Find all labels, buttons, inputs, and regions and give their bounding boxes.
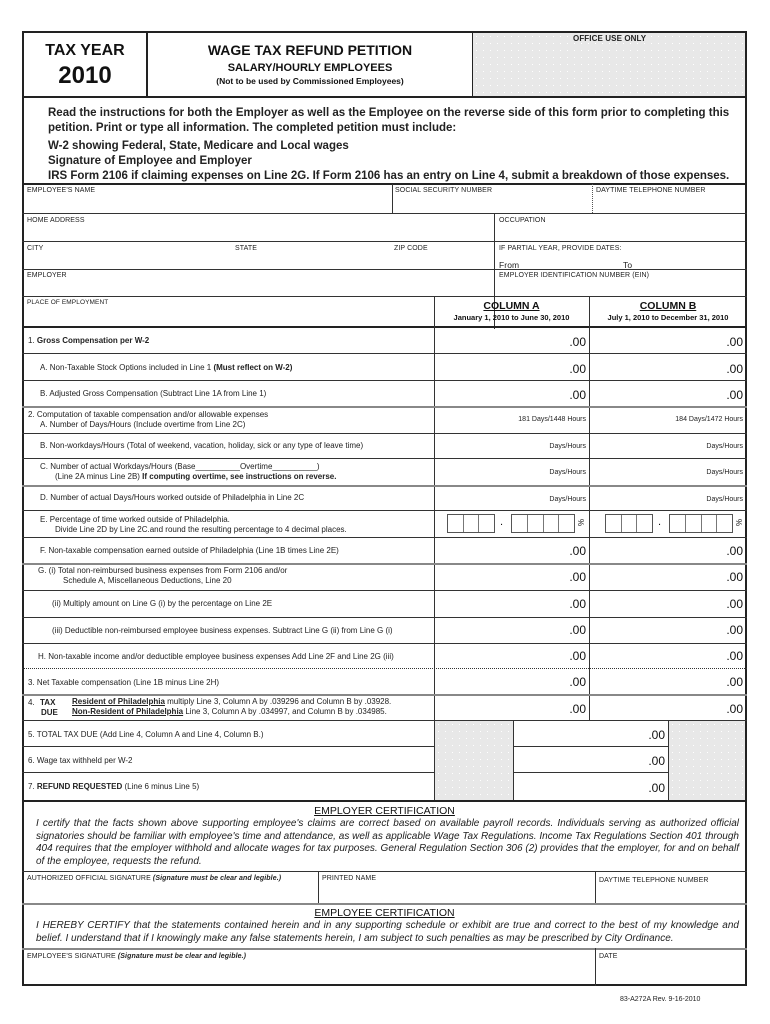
- line-2a-col-b: 184 Days/1472 Hours: [675, 416, 743, 423]
- shaded-area-right: [669, 721, 745, 800]
- instructions-item-2: Signature of Employee and Employer: [48, 155, 252, 167]
- form-note: (Not to be used by Commissioned Employees): [216, 76, 404, 86]
- line-2f-col-b[interactable]: .00: [726, 544, 743, 558]
- line-1-col-b[interactable]: .00: [726, 335, 743, 349]
- column-a-title: COLUMN A: [483, 300, 540, 312]
- instructions-line2: petition. Print or type all information. The completed petition must include:: [48, 122, 457, 134]
- line-4-num: 4.: [28, 698, 35, 707]
- occupation-label: OCCUPATION: [499, 217, 546, 224]
- line-2a-col-a: 181 Days/1448 Hours: [518, 416, 586, 423]
- line-2g1-col-a[interactable]: .00: [569, 570, 586, 584]
- form-id: 83-A272A Rev. 9-16-2010: [620, 996, 701, 1003]
- line-6-label: 6. Wage tax withheld per W-2: [28, 756, 133, 765]
- line-2c-label: C. Number of actual Workdays/Hours (Base__________Overtime__________): [40, 462, 320, 471]
- line-3-col-b[interactable]: .00: [726, 675, 743, 689]
- place-of-employment-label: PLACE OF EMPLOYMENT: [27, 299, 109, 306]
- printed-name-input[interactable]: [322, 886, 590, 900]
- line-2h-col-b[interactable]: .00: [726, 649, 743, 663]
- city-input[interactable]: [27, 255, 227, 269]
- employee-name-label: EMPLOYEE'S NAME: [27, 187, 96, 194]
- line-2d-col-b[interactable]: Days/Hours: [706, 496, 743, 503]
- line-2e-col-b-whole[interactable]: [605, 514, 653, 533]
- instructions-item-1: W-2 showing Federal, State, Medicare and Local wages: [48, 140, 349, 152]
- line-5-total[interactable]: .00: [648, 728, 665, 742]
- line-4-nonresident: Non-Resident of Philadelphia Line 3, Column A by .034997, and Column B by .034985.: [72, 707, 387, 716]
- zip-label: ZIP CODE: [394, 245, 428, 252]
- tax-year-value: 2010: [58, 62, 112, 89]
- line-3-label: 3. Net Taxable compensation (Line 1B minus Line 2H): [28, 678, 220, 687]
- line-1b-col-a[interactable]: .00: [569, 388, 586, 402]
- employer-phone-input[interactable]: [599, 888, 744, 902]
- line-2g2-col-a[interactable]: .00: [569, 597, 586, 611]
- from-label: From: [499, 260, 520, 270]
- instructions-line1: Read the instructions for both the Employer as well as the Employee on the reverse side of this form prior to completing this: [48, 107, 730, 119]
- line-2e-label: E. Percentage of time worked outside of Philadelphia.: [40, 515, 230, 524]
- from-date-input[interactable]: [522, 257, 617, 269]
- line-4-col-b[interactable]: .00: [726, 702, 743, 716]
- line-4-due-label: DUE: [41, 708, 58, 717]
- column-b-range: July 1, 2010 to December 31, 2010: [607, 313, 729, 322]
- line-2c-sub: (Line 2A minus Line 2B) If computing overtime, see instructions on reverse.: [55, 472, 337, 481]
- line-2e-col-a-fraction[interactable]: [511, 514, 575, 533]
- line-2c-col-a[interactable]: Days/Hours: [549, 469, 586, 476]
- line-4-resident: Resident of Philadelphia multiply Line 3, Column A by .039296 and Column B by .03928.: [72, 697, 392, 706]
- line-2g1-sub: Schedule A, Miscellaneous Deductions, Line 20: [63, 576, 232, 585]
- line-2g2-col-b[interactable]: .00: [726, 597, 743, 611]
- employee-name-input[interactable]: [27, 197, 387, 211]
- line-2e-col-a-decimal: .: [500, 516, 504, 528]
- line-2a-label: A. Number of Days/Hours (Include overtime from Line 2C): [40, 420, 246, 429]
- to-date-input[interactable]: [638, 257, 743, 269]
- line-2g3-label: (iii) Deductible non-reimbursed employee business expenses. Subtract Line G (ii) from Line G (i): [52, 626, 393, 635]
- line-2e-col-b-fraction[interactable]: [669, 514, 733, 533]
- line-5-label: 5. TOTAL TAX DUE (Add Line 4, Column A and Line 4, Column B.): [28, 730, 264, 739]
- employee-signature-input[interactable]: [27, 965, 587, 981]
- employer-input[interactable]: [27, 282, 487, 296]
- line-2f-label: F. Non-taxable compensation earned outside of Philadelphia (Line 1B times Line 2E): [40, 546, 339, 555]
- line-7-label: 7. REFUND REQUESTED (Line 6 minus Line 5): [28, 782, 200, 791]
- form-subtitle: SALARY/HOURLY EMPLOYEES: [227, 62, 393, 74]
- line-2d-col-a[interactable]: Days/Hours: [549, 496, 586, 503]
- daytime-phone-label: DAYTIME TELEPHONE NUMBER: [596, 187, 706, 194]
- home-address-input[interactable]: [27, 227, 487, 241]
- line-2c-col-b[interactable]: Days/Hours: [706, 469, 743, 476]
- shaded-area-left: [435, 721, 513, 800]
- line-2e-sub: Divide Line 2D by Line 2C.and round the resulting percentage to 4 decimal places.: [55, 525, 347, 534]
- employee-signature-label: EMPLOYEE'S SIGNATURE (Signature must be clear and legible.): [27, 953, 247, 960]
- line-1b-label: B. Adjusted Gross Compensation (Subtract Line 1A from Line 1): [40, 389, 267, 398]
- occupation-input[interactable]: [499, 227, 743, 241]
- instructions-item-3: IRS Form 2106 if claiming expenses on Line 2G. If Form 2106 has an entry on Line 4, submit a breakdown of those expenses.: [48, 170, 730, 182]
- column-b-header: [589, 300, 747, 322]
- form-title: WAGE TAX REFUND PETITION: [207, 42, 413, 58]
- printed-name-label: PRINTED NAME: [322, 875, 377, 882]
- authorized-signature-input[interactable]: [27, 886, 312, 900]
- line-2b-col-b[interactable]: Days/Hours: [706, 443, 743, 450]
- ssn-input[interactable]: [395, 197, 585, 211]
- line-3-col-a[interactable]: .00: [569, 675, 586, 689]
- line-2-label: 2. Computation of taxable compensation and/or allowable expenses: [28, 410, 269, 419]
- employee-cert-text: I HEREBY CERTIFY that the statements contained herein and in any supporting schedule or exhibit are true and correct to the best of my knowledge and belief. I understand that if I knowingly make any false statements herein, I am subject to such penalties as may be prescribed by City Ordinance.: [36, 920, 739, 944]
- line-1a-label: A. Non-Taxable Stock Options included in Line 1 (Must reflect on W-2): [40, 363, 293, 372]
- employer-label: EMPLOYER: [27, 272, 67, 279]
- line-2g1-label: G. (i) Total non-reimbursed business expenses from Form 2106 and/or: [38, 566, 288, 575]
- line-2g3-col-a[interactable]: .00: [569, 623, 586, 637]
- line-6-total[interactable]: .00: [648, 754, 665, 768]
- instructions: [48, 106, 738, 184]
- line-2d-label: D. Number of actual Days/Hours worked outside of Philadelphia in Line 2C: [40, 493, 305, 502]
- date-input[interactable]: [599, 965, 744, 981]
- line-2g1-col-b[interactable]: .00: [726, 570, 743, 584]
- tax-year-label: TAX YEAR: [45, 42, 125, 59]
- line-1-label: 1. Gross Compensation per W-2: [28, 336, 150, 345]
- line-2h-col-a[interactable]: .00: [569, 649, 586, 663]
- line-2g3-col-b[interactable]: .00: [726, 623, 743, 637]
- line-1b-col-b[interactable]: .00: [726, 388, 743, 402]
- date-label: DATE: [599, 953, 618, 960]
- line-2b-label: B. Non-workdays/Hours (Total of weekend, vacation, holiday, sick or any type of leave time): [40, 441, 364, 450]
- line-1a-col-a[interactable]: .00: [569, 362, 586, 376]
- zip-input[interactable]: [394, 255, 489, 269]
- to-label: To: [623, 260, 633, 270]
- line-2e-col-b-decimal: .: [658, 516, 662, 528]
- employer-cert-text: I certify that the facts shown above supporting employee's claims are correct based on available payroll records. Individuals serving as authorized official signatories should be familiar with employee's time and attendance, as well as applicable Wage Tax Regulations. Income Tax Regulations Section 401 through 404 requires that the employer withhold and allocate wages for tax purposes. General Regulation Section 306 (2) provides that the employer, for and on behalf of the employee, requests the refund.: [36, 818, 739, 867]
- state-input[interactable]: [235, 255, 385, 269]
- city-label: CITY: [27, 245, 44, 252]
- line-1-col-a[interactable]: .00: [569, 335, 586, 349]
- line-2e-col-b-percent: %: [734, 518, 744, 527]
- tax-year-block: [24, 33, 146, 97]
- line-4-col-a[interactable]: .00: [569, 702, 586, 716]
- form-title-block: [148, 33, 472, 97]
- line-2b-col-a[interactable]: Days/Hours: [549, 443, 586, 450]
- line-2e-col-a-whole[interactable]: [447, 514, 495, 533]
- office-use-label: OFFICE USE ONLY: [573, 34, 647, 43]
- state-label: STATE: [235, 245, 258, 252]
- employee-cert-title: EMPLOYEE CERTIFICATION: [314, 907, 455, 919]
- column-a-header: [434, 300, 589, 322]
- ssn-label: SOCIAL SECURITY NUMBER: [395, 187, 493, 194]
- employer-cert-title: EMPLOYER CERTIFICATION: [314, 805, 455, 817]
- ein-label: EMPLOYER IDENTIFICATION NUMBER (EIN): [499, 272, 650, 279]
- column-a-range: January 1, 2010 to June 30, 2010: [453, 313, 570, 322]
- line-2h-label: H. Non-taxable income and/or deductible employee business expenses Add Line 2F and Line 2G (iii): [38, 652, 394, 661]
- partial-year-label: IF PARTIAL YEAR, PROVIDE DATES:: [499, 245, 622, 252]
- column-b-title: COLUMN B: [639, 300, 697, 312]
- line-1a-col-b[interactable]: .00: [726, 362, 743, 376]
- line-4-tax-label: TAX: [40, 698, 56, 707]
- daytime-phone-input[interactable]: [596, 197, 744, 211]
- place-of-employment-input[interactable]: [27, 309, 427, 323]
- line-7-total[interactable]: .00: [648, 781, 665, 795]
- line-2f-col-a[interactable]: .00: [569, 544, 586, 558]
- ein-input[interactable]: [499, 282, 743, 296]
- authorized-signature-label: AUTHORIZED OFFICIAL SIGNATURE (Signature must be clear and legible.): [27, 875, 282, 882]
- home-address-label: HOME ADDRESS: [27, 217, 85, 224]
- employer-phone-label: DAYTIME TELEPHONE NUMBER: [599, 877, 709, 884]
- line-2g2-label: (ii) Multiply amount on Line G (i) by the percentage on Line 2E: [52, 599, 273, 608]
- line-2e-col-a-percent: %: [576, 518, 586, 527]
